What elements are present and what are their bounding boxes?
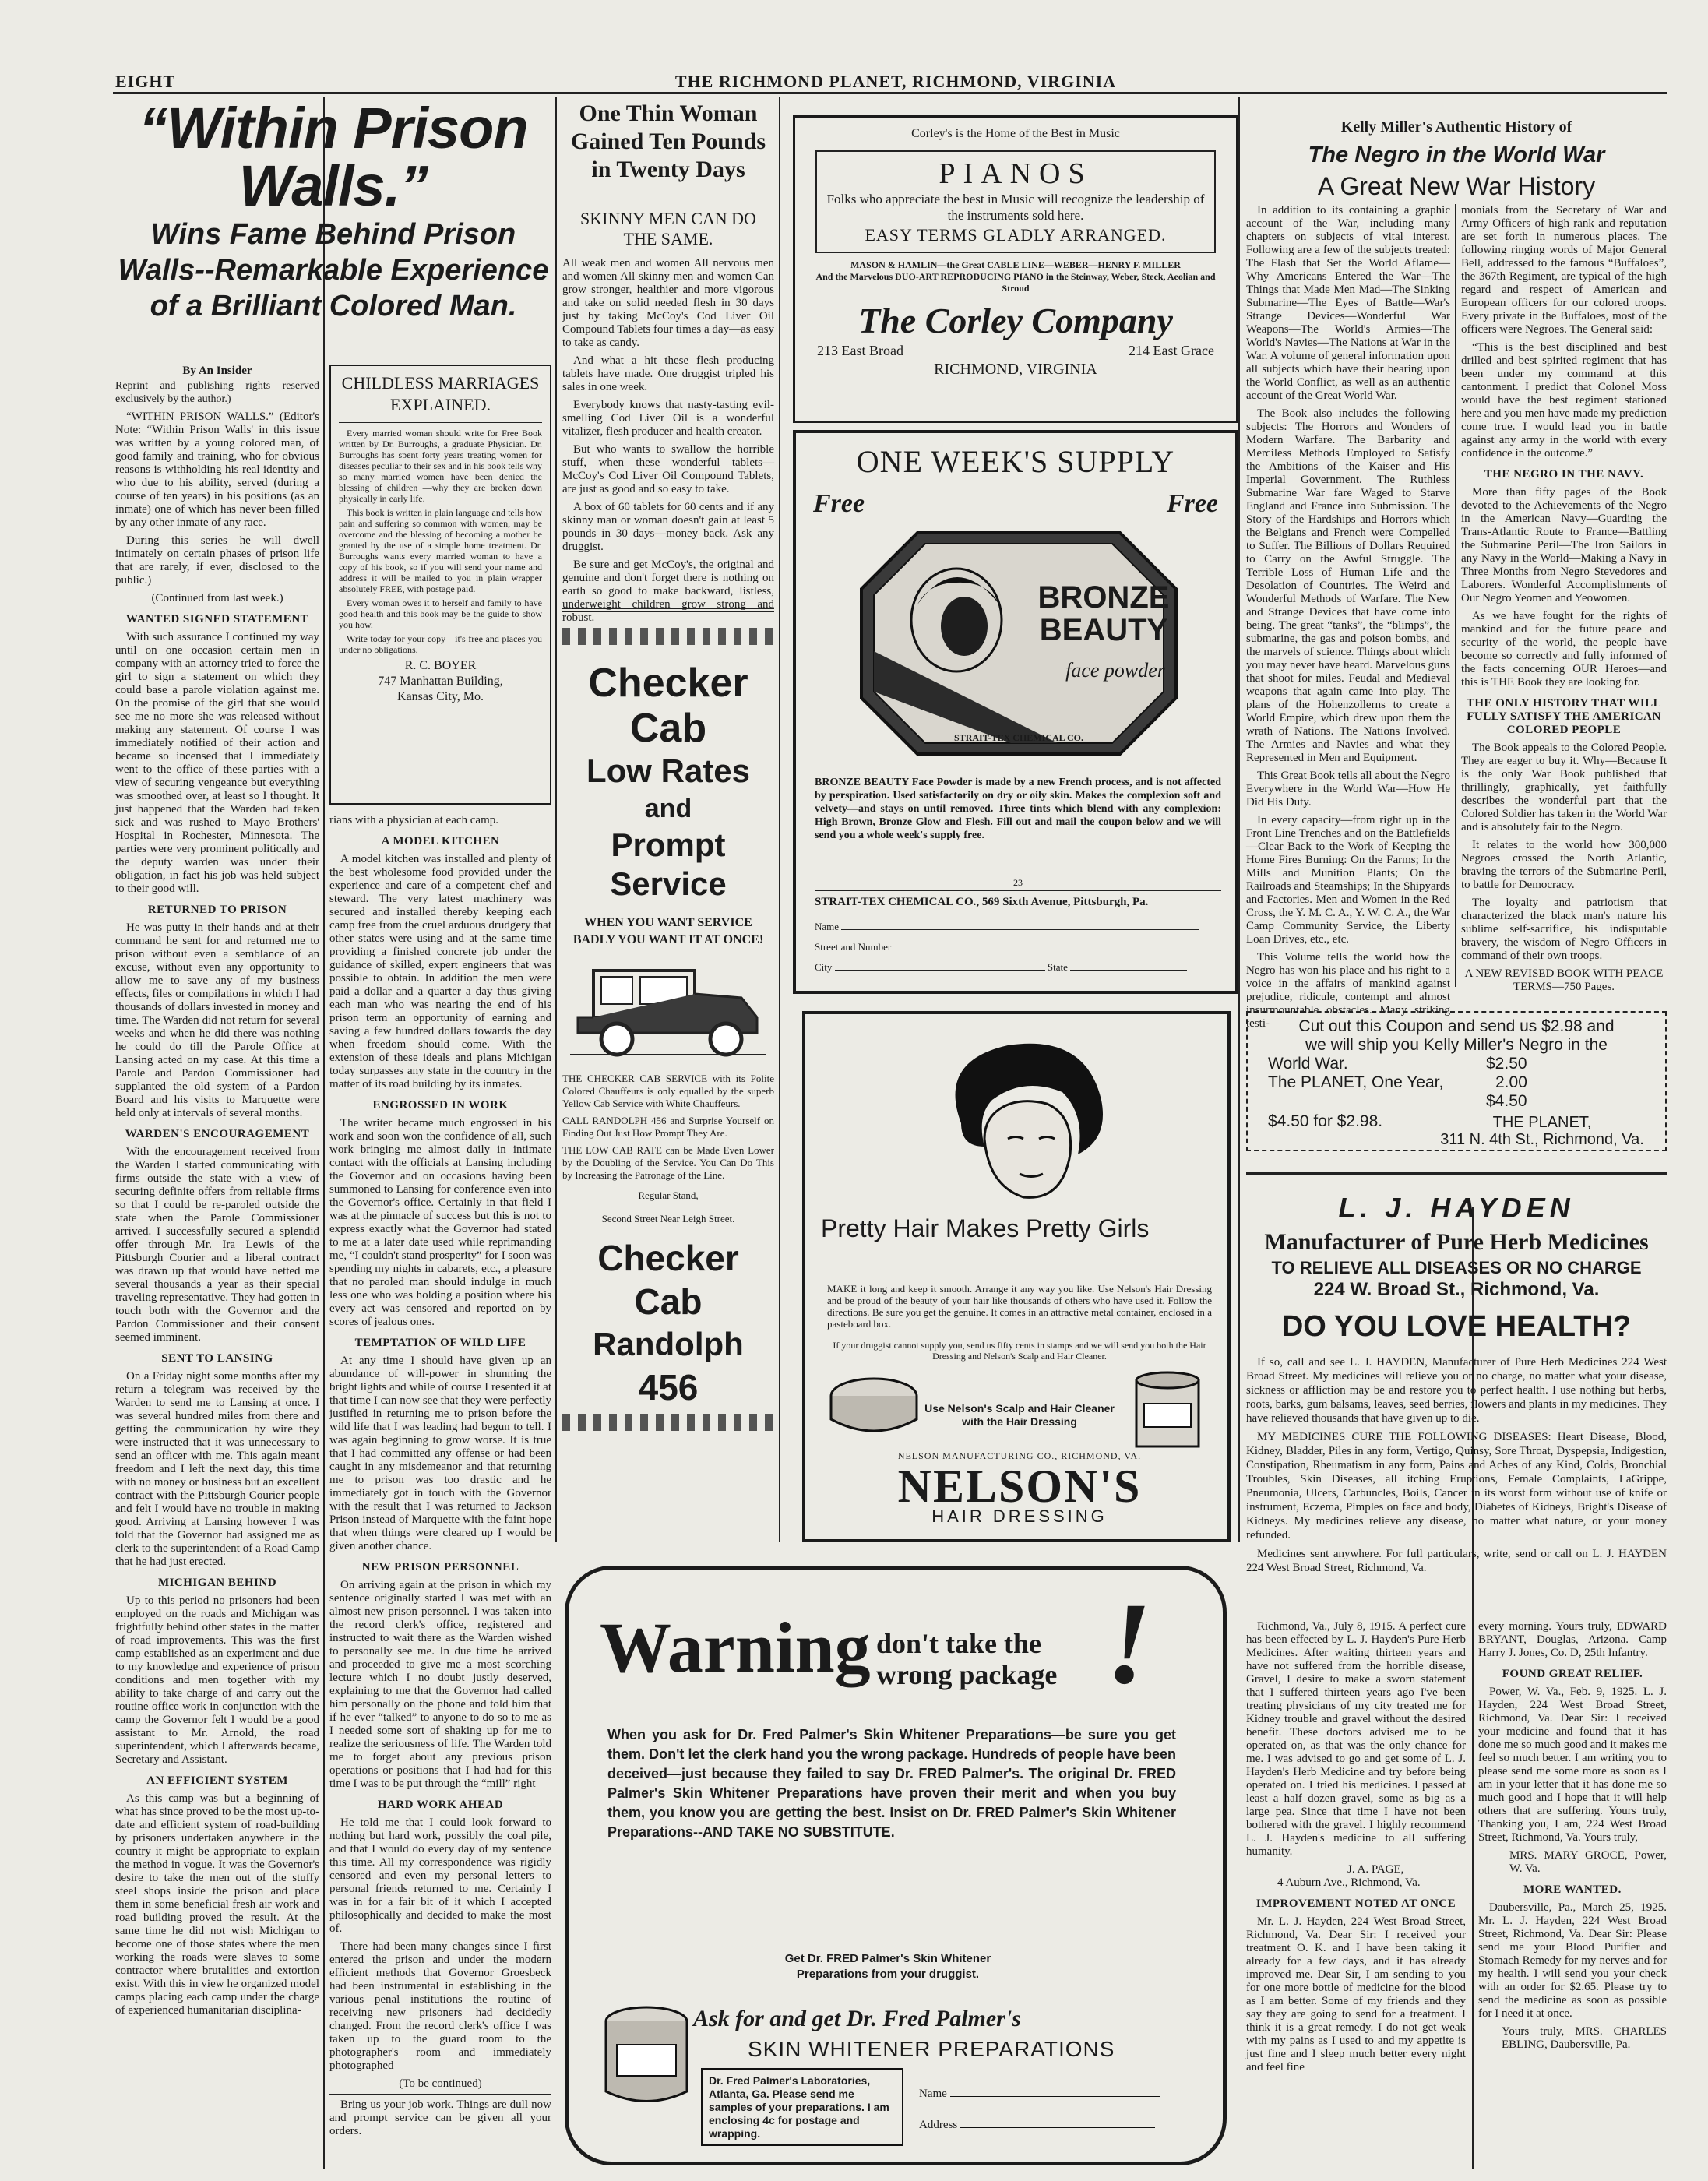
subhead: AN EFFICIENT SYSTEM (146, 1774, 288, 1787)
corley-address-grace: 214 East Grace (1129, 343, 1214, 358)
kelly-top: Kelly Miller's Authentic History of (1340, 118, 1572, 136)
corley-city: RICHMOND, VIRGINIA (934, 361, 1097, 378)
checker-phone-exchange: Randolph (593, 1326, 744, 1362)
testimonial: Mr. L. J. Hayden, 224 West Broad Street, Richmond, Va. Dear Sir: I received your treatment O. K. and I have been taking it already for a few days, and it has already improved me. Dear Sir, I am sending to you for one more bottle of medicine for the blood as I am better. Some of my friends and they say they are going to send for a treatment. I think it is a great remedy. I do not get weak with my pains as I used to and my appetite is just fine and I sleep much better every night and feel fine (1246, 1915, 1466, 2074)
kelly-column-a (1246, 204, 1451, 1030)
testimonial-signature: MRS. MARY GROCE, Power, W. Va. (1509, 1849, 1667, 1875)
paragraph: THE LOW CAB RATE can be Made Even Lower by the Doubling of the Service. You Can Do This by Increasing the Patronage of the Line. (562, 1144, 774, 1181)
hair-dressing-tin-icon (827, 1372, 921, 1443)
ad-body: This book is written in plain language and tells how pain and suffering so common with women, may be overcome and the blessing of becoming a mother be granted by the use of a simple home treatment. Dr. Burroughs wants every married woman to have a copy of his book, so if you will send your name and address it will be mailed to you in plain wrapper absolutely FREE, with postage paid. (339, 507, 542, 594)
paragraph: In addition to its containing a graphic account of the War, including many chapters on subjects of vital interest. Following are a few of the subjects treated: The Flash that Set the World Aflame—Why Americans Entered the War—The Things that Made Men Mad—The Sinking Submarine—The Eyes of Battle—War's Strange Devices—Wonderful War Weapons—The World's Armies—The World's Navies—The Nations at War in the War. A volume of general information upon all subjects which have their bearing upon the World Conflict, as well as an authentic account of the Great World War. (1246, 204, 1450, 402)
ad-nelsons-hair-dressing (802, 1011, 1231, 1542)
ad-thin-woman-headline: One Thin Woman Gained Ten Pounds in Twenty Days (570, 100, 766, 182)
ad-palmer-warning (565, 1566, 1227, 2165)
ad-thin-woman-deck: SKINNY MEN CAN DO THE SAME. (580, 209, 756, 248)
coupon-item: World War. (1268, 1055, 1348, 1073)
palmer-coupon-name[interactable] (919, 2088, 1176, 2101)
hayden-body (1246, 1355, 1667, 1612)
ad-address: 747 Manhattan Building, (378, 675, 503, 688)
checker-stand: Regular Stand, (638, 1189, 699, 1201)
coupon-address-street: 311 N. 4th St., Richmond, Va. (1440, 1131, 1644, 1148)
ad-checker-cab (562, 608, 774, 1543)
column-rule (555, 97, 557, 1542)
address-label: Address (919, 2119, 958, 2131)
bronze-brand-1: BRONZE (1037, 580, 1170, 615)
nelson-brand: NELSON'S (897, 1460, 1142, 1512)
column-rule (1238, 97, 1240, 1542)
subhead: THE ONLY HISTORY THAT WILL FULLY SATISFY THE AMERICAN COLORED PEOPLE (1466, 697, 1662, 736)
checker-and: and (644, 794, 692, 823)
checker-tagline: WHEN YOU WANT SERVICE BADLY YOU WANT IT AT ONCE! (572, 916, 764, 946)
paragraph: The writer became much engrossed in his work and soon won the confidence of all, such work bringing me almost daily in intimate contact with the officials at Lansing including the Governor and on occasions having been summoned to Lansing for conference even into the Governor's office. Certainly in that field I was at the pinnacle of success but this is not to express exactly what the Governor had stated to me at a later date used while reprimanding me, “I couldn't stand prosperity” for I soon was spending my nights in cabarets, etc., a pleasure that no paroled man should indulge in much less one who was holding a position where his every act was censored and reported on by scores of jealous ones. (329, 1117, 551, 1328)
subhead: FOUND GREAT RELIEF. (1502, 1668, 1643, 1680)
coupon-total: $4.50 (1486, 1092, 1527, 1110)
filler-ad: Bring us your job work. Things are dull now and prompt service can be given all your orders. (329, 2098, 551, 2137)
paragraph: MY MEDICINES CURE THE FOLLOWING DISEASES: Heart Disease, Blood, Kidney, Bladder, Piles in any form, Vertigo, Quinsy, Sore Throat, Dyspepsia, Indigestion, Constipation, Rheumatism in any form, Pains and Aches of any Kind, Colds, Bronchial Troubles, Skin Diseases, all itching Eruptions, Female Complaints, LaGrippe, Pneumonia, Ulcers, Carbuncles, Boils, Cancer in its worst form without use of knife or instrument, Eczema, Pimples on face and body, Diabetes of Kidneys, Bright's Disease of Kidneys. My medicines relieve any disease, no matter what nature, or your money refunded. (1246, 1431, 1667, 1541)
hayden-sub: Manufacturer of Pure Herb Medicines (1264, 1229, 1649, 1255)
bronze-body: BRONZE BEAUTY Face Powder is made by a new French process, and is not affected by perspiration. Used satisfactorily on dry or oily skin. Makes the complexion soft and velvety—and stays on until removed. Three tints which blend with any complexion: High Brown, Bronze Glow and Flesh. Fill out and mail the coupon below and we will send you a whole week's supply free. (815, 777, 1221, 841)
byline: By An Insider (182, 365, 252, 377)
column-rule (1472, 1207, 1474, 2169)
checker-prompt-service: Prompt Service (610, 826, 727, 902)
paragraph: monials from the Secretary of War and Army Officers of high rank and reputation are set forth in numerous places. The following ringing words of Major General Bell, addressed to the famous “Buffaloes”, the 367th Regiment, are typical of the high regard and respect of American and European officers for our colored troops. Every private in the Buffaloes, most of the officers were Negroes. The General said: (1461, 204, 1667, 336)
masthead-title: THE RICHMOND PLANET, RICHMOND, VIRGINIA (674, 72, 1117, 91)
headline-within-prison-walls: “Within Prison Walls.” (139, 96, 528, 218)
paragraph: There had been many changes since I first entered the prison and under the modern efficient methods that Governor Groesbeck had been instrumental in establishing in the various penal institutions the routine of receiving new prisoners had decidedly changed. From the record clerk's office I was taken up to the guard room to the photographer's room and immediately photographed (329, 1940, 551, 2072)
paragraph: He was putty in their hands and at their command he sent for and returned me to prison without even a semblance of an excuse, without even any opportunity to allow me to save any of my business effects, files or compilations in which I had thousands of dollars invested in money and time. The Warden did not return for several weeks and when he did there was nothing he could do till the Parole Office at Lansing acted on my case. At this time a Parole and Pardon Commissioner had supplanted the old system of a Pardon Board and his visits to Marquette were held only at intervals of several months. (115, 921, 319, 1119)
palmer-brand: SKIN WHITENER PREPARATIONS (748, 2037, 1115, 2061)
headline-deck: Wins Fame Behind Prison Walls--Remarkable Experience of a Brilliant Colored Man. (118, 218, 549, 322)
ad-name: R. C. BOYER (404, 659, 477, 672)
subhead: NEW PRISON PERSONNEL (361, 1561, 519, 1573)
checker-cab: Cab (634, 1281, 703, 1322)
corley-body: Folks who appreciate the best in Music will recognize the leadership of the instruments sold here. (826, 192, 1205, 223)
state-line (1070, 970, 1187, 971)
corley-logo: The Corley Company (858, 301, 1173, 340)
subhead: HARD WORK AHEAD (377, 1799, 504, 1811)
bronze-coupon-street[interactable] (815, 941, 1221, 953)
bronze-free-left: Free (813, 489, 865, 518)
nelson-company: NELSON MANUFACTURING CO., RICHMOND, VA. (897, 1450, 1142, 1461)
nelson-headline: Pretty Hair Makes Pretty Girls (821, 1214, 1150, 1242)
coupon-price: 2.00 (1495, 1073, 1527, 1091)
corley-pianos-title: PIANOS (939, 157, 1093, 190)
kelly-column-b (1461, 204, 1667, 991)
paragraph: This Great Book tells all about the Negro Everywhere in the World War—How He Did His Duty. (1246, 770, 1450, 809)
exclamation-icon: ! (1106, 1579, 1152, 1708)
ad-corley-pianos (793, 115, 1238, 423)
paragraph: On arriving again at the prison in which my sentence originally started I was met with an almost new prison personnel. I was taken into the record clerk's office, registered and instructed to wait there as the Warden wished to personally see me. In due time he arrived and proceeded to give me a most scorching lecture which I no doubt justly deserved, explaining to me that the Governor had called him personally on the phone and told him that if he ever “talked” to anyone to do so to me as I needed some sort of shaking up for me to realize the seriousness of life. The Warden told me to forget about any previous prison operations or positions that I had had for this time I was to be put through the “mill” right (329, 1579, 551, 1790)
testimonial-signature: Yours truly, MRS. CHARLES EBLING, Daubersville, Pa. (1502, 2025, 1667, 2051)
article-column-2 (329, 814, 551, 2169)
ad-childless-marriages (329, 365, 551, 805)
checker-stand-address: Second Street Near Leigh Street. (601, 1213, 735, 1224)
article-column-1 (115, 365, 319, 2168)
palmer-warning-title: Warning (600, 1608, 871, 1687)
continued-note: (Continued from last week.) (151, 592, 283, 604)
paragraph: Be sure and get McCoy's, the original and genuine and don't forget there is nothing on earth so good to make backward, listless, underweight children grow strong and robust. (562, 558, 774, 624)
bronze-free-right: Free (1166, 489, 1218, 518)
ad-thin-woman-body (562, 257, 774, 624)
paragraph: A box of 60 tablets for 60 cents and if any skinny man or woman doesn't gain at least 5 pounds in 30 days—money back. Ask any druggist. (562, 501, 774, 553)
state-label: State (1047, 961, 1068, 973)
testimonial: Power, W. Va., Feb. 9, 1925. L. J. Hayden, 224 West Broad Street, Richmond, Va. Dear Sir: I received your medicine and found that it has done me so much good and it makes me feel so much better. I am writing you to please send me some more as soon as I am in your letter that it has done me so much good and I hope that it will help others that are suffering. Yours truly, Thanking you, I am, 224 West Broad Street, Richmond, Va. Yours truly, (1478, 1686, 1667, 1844)
ad-bronze-beauty (793, 430, 1238, 994)
paragraph: With the encouragement received from the Warden I started communicating with firms outside the state with a view of securing definite offers from reliable firms so that I could be re-paroled outside the state when the Parole Commissioner arrived. I successfully secured a splendid offer through Mr. Ira Lewis of the Pittsburgh Courier and a liberal contract was drawn up that would have netted me several thousands a year as their special traveling representative. They had gotten in touch both with the Governor and the Pardon Commissioner and their consent seemed imminent. (115, 1146, 319, 1344)
paragraph: CALL RANDOLPH 456 and Surprise Yourself on Finding Out Just How Prompt They Are. (562, 1115, 774, 1139)
corley-terms: EASY TERMS GLADLY ARRANGED. (865, 225, 1167, 245)
nelson-brand-2: HAIR DRESSING (931, 1506, 1108, 1526)
street-label: Street and Number (815, 941, 892, 953)
bronze-coupon-address: STRAIT-TEX CHEMICAL CO., 569 Sixth Avenue, Pittsburgh, Pa. (815, 890, 1221, 909)
bronze-maker-on-box: STRAIT-TEX CHEMICAL CO. (954, 732, 1083, 743)
coupon-offer: $4.50 for $2.98. (1268, 1112, 1383, 1130)
masthead-rule (113, 92, 1667, 94)
paragraph: As we have fought for the rights of mankind and for the future peace and security of the world, the people have become so correctly and fully informed of the facts concerning OUR Heroes—and this is THE Book they are looking for. (1461, 610, 1667, 689)
checker-low-rates: Low Rates (586, 752, 751, 789)
paragraph: As this camp was but a beginning of what has since proved to be the most up-to-date and efficient system of road-building by prisoners undertaken anywhere in the country it might be appropriate to explain the method in vogue. It was the Governor's desire to take the men out of the stuffy steel shops inside the prison and place them in some beneficial fresh air work and road building proved the result. At the same time he did not wish Michigan to become one of those states where the men working the roads were slaves to some contractor where brutalities and extortion exist. With this in view he organized model camps placing each camp under the charge of experienced humanitarian disciplina- (115, 1792, 319, 2017)
subhead: WARDEN'S ENCOURAGEMENT (125, 1128, 310, 1140)
checker-body (562, 1073, 774, 1225)
paragraph: And what a hit these flesh producing tablets have made. One druggist tripled his sales in one week. (562, 354, 774, 393)
city-line (835, 970, 1045, 971)
paragraph: This Volume tells the world how the Negro has won his place and his right to a voice in the affairs of mankind against prejudice, ridicule, contempt and almost insurmountable obstacles. Many striking testi- (1246, 951, 1450, 1030)
coupon-price: $2.50 (1486, 1055, 1527, 1073)
woman-portrait-illustration (907, 1030, 1132, 1209)
ad-title: CHILDLESS MARRIAGES EXPLAINED. (341, 373, 540, 414)
palmer-warning-line-2: don't take the (876, 1628, 1042, 1659)
corley-inner-box (815, 150, 1216, 253)
section-rule (1246, 1172, 1667, 1175)
ad-address: Kansas City, Mo. (397, 690, 484, 703)
hayden-testimonials-a (1246, 1620, 1466, 2169)
subhead: SENT TO LANSING (161, 1352, 273, 1365)
city-label: City (815, 961, 833, 973)
corley-brands: MASON & HAMLIN—the Great CABLE LINE—WEBER—HENRY F. MILLER (850, 259, 1181, 270)
paragraph: A model kitchen was installed and plenty of the best wholesome food provided under the experience and care of a competent chef and steward. The very latest machinery was secured and installed thereby keeping each camp free from the cruel arduous drudgery that other states were using and at the same time providing a finished concrete job under the guidance of skilled, expert engineers that was possible to obtain. In addition the men were paid a dollar and a quarter a day thus giving each man who was nearing the end of his prison term an opportunity of earning and saving a few hundred dollars towards the day when freedom should come. With the extension of these ideals and plans Michigan today surpasses any state in the country in the matter of its road building by its inmates. (329, 853, 551, 1090)
hayden-address: 224 W. Broad St., Richmond, Va. (1313, 1279, 1600, 1300)
ad-body: Every married woman should write for Free Book written by Dr. Burroughs, a graduate Physician. Dr. Burroughs has spent forty years treating women for diseases peculiar to their sex and in his book tells why so many married women have been denied the blessing of children —why they are broken down physically in early life. (339, 428, 542, 504)
page-number: EIGHT (115, 72, 176, 91)
subhead: TEMPTATION OF WILD LIFE (354, 1337, 526, 1349)
bronze-brand-2: BEAUTY (1039, 613, 1168, 647)
divider (329, 2094, 551, 2095)
name-line (841, 929, 1199, 930)
palmer-lab-coupon: Dr. Fred Palmer's Laboratories, Atlanta, Ga. Please send me samples of your preparations. I am enclosing 4c for postage and wrapping. (701, 2068, 903, 2146)
paragraph: The Book also includes the following subjects: The Horrors and Wonders of Modern Warfare. The Barbarity and Merciless Methods Employed to Satisfy the Ambitions of the Kaiser and His Imperial Government. The Ruthless Submarine War fare Waged to Starve England and France into Submission. The Story of the Hardships and Horrors which the Belgians and French were Compelled to Suffer. The Billions of Dollars Required to Carry on the Awful Struggle. The Terrible Loss of Human Life and the Desolation of Countries. The Weird and Wonderful Methods of Warfare. The New and Strange Devices that have come into being. The great “tanks”, the “blimps”, the submarine, the gas and poison bombs, and the marvels of science. Things about which you may never have heard. Marvelous guns that shoot for miles. Feudal and Medieval weapons that again came into play. The plans of the Hohenzollerns to create a World Empire, which drew upon them the wrath of Nations. The Nations Involved. The Armies and Navies and what they Represented in Men and Equipment. (1246, 407, 1451, 764)
paragraph: The loyalty and patriotism that characterized the black man's nature his sublime self-sacrifice, his indisputable bravery, the wisdom of Negro Officers in command of their own troops. (1461, 897, 1667, 962)
testimonial-signature: J. A. PAGE, (1347, 1863, 1404, 1876)
paragraph: More than fifty pages of the Book devoted to the Achievements of the Negro in the American Navy—Guarding the Trans-Atlantic Route to France—Battling the Submarine Peril—The Iron Sailors in any Navy in the World—Making a Navy in Three Months from Negro Stevedores and Laborers. Wonderful Accomplishments of Our Negro Yeomen and Yeowomen. (1461, 486, 1667, 604)
subhead: THE NEGRO IN THE NAVY. (1484, 468, 1644, 481)
coupon-address-name: THE PLANET, (1492, 1114, 1592, 1131)
paragraph: All weak men and women All nervous men and women All skinny men and women Can grow stronger, healthier and more vigorous and take on solid needed flesh in 30 days just by taking McCoy's Cod Liver Oil Compound Tablets four times a day—as easy to take as candy. (562, 257, 774, 349)
paragraph: Medicines sent anywhere. For full particulars, write, send or call on L. J. HAYDEN 224 West Broad Street, Richmond, Va. (1246, 1548, 1667, 1574)
decorative-border (562, 628, 774, 645)
corley-address-broad: 213 East Broad (817, 343, 903, 358)
bronze-title: ONE WEEK'S SUPPLY (856, 444, 1175, 479)
paragraph: Everybody knows that nasty-tasting evil-smelling Cod Liver Oil is a wonderful vitalizer, flesh producer and health creator. (562, 399, 774, 438)
nelson-use-cleaner: Use Nelson's Scalp and Hair Cleaner with the Hair Dressing (924, 1402, 1115, 1428)
subhead: WANTED SIGNED STATEMENT (125, 613, 309, 625)
paragraph: A NEW REVISED BOOK WITH PEACE TERMS—750 Pages. (1464, 967, 1664, 993)
corley-brands-2: And the Marvelous DUO-ART REPRODUCING PIANO in the Steinway, Weber, Steck, Aeolian and Stroud (815, 271, 1216, 294)
bronze-face-powder: face powder (1065, 659, 1165, 682)
paragraph: He told me that I could look forward to nothing but hard work, possibly the coal pile, and that I would do every day of my sentence this time. All my correspondence was rigidly censored and even my personal letters to personal friends returned to me. Certainly I was in for a fair bit of it which I accepted philosophically and decided to make the most of. (329, 1816, 551, 1935)
editors-note: “WITHIN PRISON WALLS.” (Editor's Note: “Within Prison Walls' in this issue was written by a young colored man, of good family and training, who for obvious reasons is withholding his real identity and who due to his ability, served (during a course of ten years) in his positions (as an inmate) one of which has never been filled by any other inmate of any race. (115, 410, 319, 529)
column-rule (323, 97, 325, 2169)
decorative-border (562, 1414, 774, 1431)
nelson-body: MAKE it long and keep it smooth. Arrange it any way you like. Use Nelson's Hair Dressing and be proud of the beauty of your hair like thousands of others who have used it. Follow the directions. Be sure you get the genuine. It comes in an attractive metal container, enclosed in a pasteboard box. (827, 1283, 1212, 1330)
bronze-coupon-number: 23 (1013, 877, 1023, 888)
taxi-cab-illustration (562, 955, 774, 1064)
kelly-title: The Negro in the World War (1308, 143, 1605, 167)
coupon-row (1255, 1073, 1657, 1092)
subhead: ENGROSSED IN WORK (372, 1099, 509, 1112)
ad-body: Write today for your copy—it's free and places you under no obligations. (339, 633, 542, 655)
ad-body: Every woman owes it to herself and family to have good health and this book may be the guide to show you how. (339, 597, 542, 630)
coupon-item: The PLANET, One Year, (1268, 1073, 1444, 1091)
checker-name: Checker (597, 1238, 739, 1278)
paragraph: The Book appeals to the Colored People. They are eager to buy it. Why—Because It is the only War Book published that thrillingly, graphically, yet faithfully describes the wonderful part that the Colored Soldier has taken in the World War and is absolutely fair to the Negro. (1461, 742, 1667, 833)
bronze-coupon-city-state[interactable] (815, 961, 1221, 974)
nelson-body-2: If your druggist cannot supply you, send us fifty cents in stamps and we will send you both the Hair Dressing and Nelson's Scalp and Hair Cleaner. (833, 1340, 1206, 1362)
paragraph: But who wants to swallow the horrible stuff, when these wonderful tablets—McCoy's Cod Liver Oil Compound Tablets, are just as good and so easy to take. (562, 443, 774, 495)
paragraph: With such assurance I continued my way until on one occasion certain men in company with an attorney tried to force the girl to sign a statement on which they could base a parole violation against me. On the promise of the girl that she would see me no more she was released without making any statement. Of course I was immediately notified of their action and became so incensed that I immediately went to the office of these parties with a view of securing vengeance but everything was smoothed over, at least so I thought. It just happened that the Warden had taken sick and was rushed to Mayo Brothers' Hospital in Rochester, Minnesota. The parties were very prominent politically and the deputy warden was under their obligation, in fact his job was held subject to their good will. (115, 631, 319, 895)
scalp-cleaner-box-icon (1125, 1369, 1210, 1454)
coupon-row (1255, 1055, 1657, 1073)
rights-note: Reprint and publishing rights reserved exclusively by the author.) (115, 380, 319, 405)
palmer-coupon-address[interactable] (919, 2119, 1176, 2132)
paragraph: THE CHECKER CAB SERVICE with its Polite Colored Chauffeurs is only equalled by the superb Yellow Cab Service with White Chauffeurs. (562, 1073, 774, 1109)
hayden-sub-2: TO RELIEVE ALL DISEASES OR NO CHARGE (1271, 1258, 1642, 1277)
subhead: MORE WANTED. (1523, 1883, 1622, 1896)
testimonial-signature: 4 Auburn Ave., Richmond, Va. (1277, 1876, 1421, 1889)
coupon-line: we will ship you Kelly Miller's Negro in the (1305, 1036, 1608, 1054)
column-rule (1455, 204, 1456, 987)
palmer-get: Get Dr. FRED Palmer's Skin Whitener Preparations from your druggist. (784, 1952, 991, 1981)
subhead: RETURNED TO PRISON (147, 904, 287, 916)
paragraph: During this series he will dwell intimately on certain phases of prison life that are rarely, if ever, disclosed to the public.) (115, 534, 319, 587)
palmer-ask: Ask for and get Dr. Fred Palmer's (693, 2006, 1021, 2031)
checker-title: Checker Cab (588, 661, 748, 751)
hayden-name: L. J. HAYDEN (1338, 1192, 1575, 1224)
column-rule (779, 97, 780, 1542)
paragraph: It relates to the world how 300,000 Negroes crossed the North Atlantic, braving the terrors of the Submarine Peril, to battle for Democracy. (1461, 839, 1667, 891)
hayden-testimonials-b (1478, 1620, 1667, 2169)
name-label: Name (815, 921, 840, 932)
testimonial: every morning. Yours truly, EDWARD BRYANT, Douglas, Arizona. Camp Harry J. Jones, Co. D, 25th Infantry. (1478, 1620, 1667, 1659)
paragraph: At any time I should have given up an abundance of will-power in shunning the bright lights and while of course I resented it at that time I can now see that they were perfectly justified in returning me to prison before the wild life that I was leading had begun to tell. I was again beginning to grow worse. It is true that I had committed any offense or had been caught in any misdemeanor and that returning me to prison was too drastic and he immediately got in touch with the Governor with the result that I was returned to Jackson Prison instead of Marquette with the faint hope that when things were cleared up I would be given another chance. (329, 1355, 551, 1552)
paragraph: “This is the best disciplined and best drilled and best spirited regiment that has been under my command at this cantonment. I predict that Colonel Moss would have the best regiment stationed here and you men have made my prediction come true. I would lead you in battle against any army in the world with every confidence in the outcome.” (1461, 341, 1667, 460)
continued-note: (To be continued) (399, 2077, 482, 2090)
corley-addresses (808, 343, 1224, 359)
paragraph: rians with a physician at each camp. (329, 814, 499, 826)
bronze-coupon-name[interactable] (815, 921, 1221, 933)
paragraph: In every capacity—from right up in the Front Line Trenches and on the Battlefields—Clear Back to the Work of Keeping the Home Fires Burning: On the Farms; In the Mills and Munition Plants; On the Railroads and Steamships; In the Shipyards and Factories. Men and Women in the Red Cross, the Y. M. C. A., Y. W. C. A., the War Camp Community Service, the Liberty Loan Drives, etc., etc. (1246, 814, 1450, 946)
subhead: A MODEL KITCHEN (381, 835, 500, 847)
subhead: MICHIGAN BEHIND (157, 1577, 277, 1589)
palmer-body: When you ask for Dr. Fred Palmer's Skin Whitener Preparations—be sure you get them. Don't let the clerk hand you the wrong package. Hundreds of people have been deceived—just because they failed to say Dr. FRED Palmer's. The original Dr. FRED Palmer's Skin Whitener Preparations have proven their merit and when you buy them, you know you are getting the best. Insist on Dr. FRED Palmer's Skin Whitener Preparations--AND TAKE NO SUBSTITUTE. (607, 1727, 1176, 1840)
subhead: IMPROVEMENT NOTED AT ONCE (1255, 1897, 1456, 1910)
paragraph: On a Friday night some months after my return a telegram was received by the Warden to send me to Lansing at once. I was several hundred miles from there and getting the communication by wire they were instructed that it was unnecessary to send an officer with me. This again meant freedom and I left the next day, this time with no money or business but an excellent contract with the Pittsburgh Courier people and felt I would have no trouble in making good. Arriving at Lansing however I was told that the Governor had assigned me as clerk to the superintendent of a Road Camp that he had just erected. (115, 1370, 319, 1568)
name-label: Name (919, 2088, 947, 2100)
testimonial: Daubersville, Pa., March 25, 1925. Mr. L. J. Hayden, 224 West Broad Street, Richmond, Va. Dear Sir: Please send me your Blood Purifier and Stomach Remedy for my nerves and for my health. I will send you your check with an order for $2.65. Please try to send the medicine as soon as possible for I need it at once. (1478, 1901, 1667, 2020)
checker-phone-number: 456 (638, 1367, 699, 1408)
hayden-question: DO YOU LOVE HEALTH? (1281, 1310, 1632, 1343)
address-line (960, 2127, 1155, 2128)
palmer-warning-line-3: wrong package (876, 1659, 1058, 1690)
coupon-address (1246, 1114, 1667, 1148)
divider (339, 422, 542, 423)
corley-top-line: Corley's is the Home of the Best in Music (911, 127, 1120, 140)
coupon-line: Cut out this Coupon and send us $2.98 and (1298, 1017, 1615, 1035)
palmer-product-jar-icon (600, 2002, 693, 2111)
paragraph: If so, call and see L. J. HAYDEN, Manufacturer of Pure Herb Medicines 224 West Broad Street. My medicines will relieve you or no charge, no matter what your disease, sickness or affliction may be and restore you to perfect health. I use nothing but herbs, roots, barks, gum balsams, leaves, seed berries, flowers and plants in my medicines. They have relieved thousands that have given up to die. (1246, 1356, 1667, 1425)
name-line (950, 2096, 1160, 2097)
paragraph: Up to this period no prisoners had been employed on the roads and Michigan was frightfully behind other states in the matter of road improvements. This was the first camp established as an experiment and due to my knowledge and experience of prison conditions and men together with my ability to take charge of and carry out the routine office work in conjunction with the camp the Governor felt I would be a good assistant to Mr. Arnold, the road superintendent, which I afterwards became, Secretary and Assistant. (115, 1594, 319, 1766)
testimonial: Richmond, Va., July 8, 1915. A perfect cure has been effected by L. J. Hayden's Pure Herb Medicines. After waiting thirteen years and have not suffered from the horrible disease, Gravel, I desire to make a sworn statement that I suffered thirteen years ago I've been treating physicians of my city treated me for Kidney trouble and gravel without the desired benefit. These doctors advised me to be operated on, as that was the only chance for me. I was advised to go and get some of L. J. Hayden's Herb Medicine and try before being operated on. I tried his medicines. I passed at least a half dozen gravel, some as big as a large pea. Since that time I have not been bothered with the gravel. I highly recommend L. J. Hayden's medicine to all suffering humanity. (1246, 1620, 1466, 1858)
kelly-title-2: A Great New War History (1317, 172, 1596, 200)
